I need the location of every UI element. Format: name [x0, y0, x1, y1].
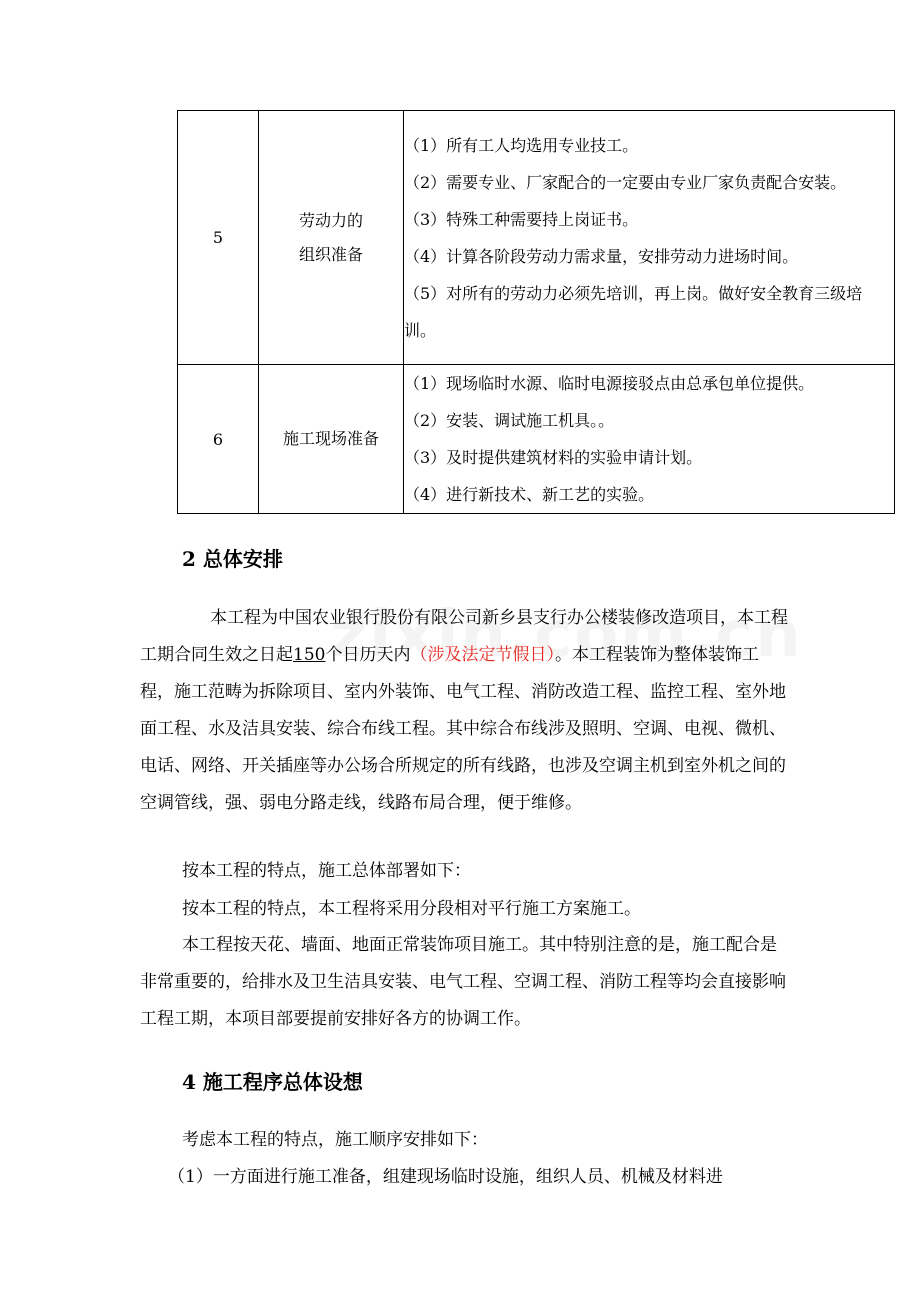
category-line: 组织准备 [298, 244, 363, 264]
paragraph-line: 按本工程的特点，本工程将采用分段相对平行施工方案施工。 [182, 899, 641, 919]
row-items [404, 365, 895, 514]
category-line: 劳动力的 [298, 210, 363, 230]
list-item: （4）计算各阶段劳动力需求量，安排劳动力进场时间。 [404, 246, 799, 266]
text-span: 本工程为中国农业银行股份有限公司新乡县支行办公楼装修改造项目，本工程工期合同生效之日起 [140, 608, 788, 665]
row-number: 6 [178, 365, 259, 514]
paragraph-line: 按本工程的特点，施工总体部署如下： [182, 861, 471, 881]
list-item: （5）对所有的劳动力必须先培训，再上岗。做好安全教育三级培训。 [404, 283, 863, 340]
row-items [404, 111, 895, 365]
text-span: 。本工程装饰为整体装饰工程，施工范畴为拆除项目、室内外装饰、电气工程、消防改造工程、监控工程、室外地面工程、水及洁具安装、综合布线工程。其中综合布线涉及照明、空调、电视、微机、电话、网络、开关插座等办公场合所规定的所有线路，也涉及空调主机到室外机之间的空调管线，强、弱电分路走线，线路布局合理，便于维修。 [140, 645, 786, 813]
section-heading: 4 施工程序总体设想 [182, 1070, 363, 1094]
row-number: 5 [178, 111, 259, 365]
row-category: 施工现场准备 [259, 365, 404, 514]
table-row [178, 365, 895, 514]
section-heading: 2 总体安排 [182, 547, 283, 571]
holiday-note: （涉及法定节假日） [410, 645, 555, 665]
duration-days: 150 [293, 645, 326, 665]
list-item: （2）安装、调试施工机具。。 [404, 411, 615, 430]
paragraph-line: 考虑本工程的特点，施工顺序安排如下： [182, 1130, 488, 1150]
list-item: （3）及时提供建筑材料的实验申请计划。 [404, 448, 703, 467]
paragraph-line: （1）一方面进行施工准备，组建现场临时设施，组织人员、机械及材料进 [168, 1167, 723, 1187]
table-row [178, 111, 895, 365]
list-item: （1）现场临时水源、临时电源接驳点由总承包单位提供。 [404, 374, 815, 393]
preparation-table [177, 110, 895, 514]
list-item: （2）需要专业、厂家配合的一定要由专业厂家负责配合安装。 [404, 172, 847, 192]
list-item: （4）进行新技术、新工艺的实验。 [404, 485, 655, 504]
row-category [259, 111, 404, 365]
text-span: 个日历天内 [325, 645, 411, 665]
list-item: （3）特殊工种需要持上岗证书。 [404, 209, 639, 229]
paragraph [140, 600, 790, 822]
list-item: （1）所有工人均选用专业技工。 [404, 135, 639, 155]
paragraph: 本工程按天花、墙面、地面正常装饰项目施工。其中特别注意的是，施工配合是非常重要的，给排水及卫生洁具安装、电气工程、空调工程、消防工程等均会直接影响工程工期，本项目部要提前安排好各方的协调工作。 [140, 935, 786, 1029]
